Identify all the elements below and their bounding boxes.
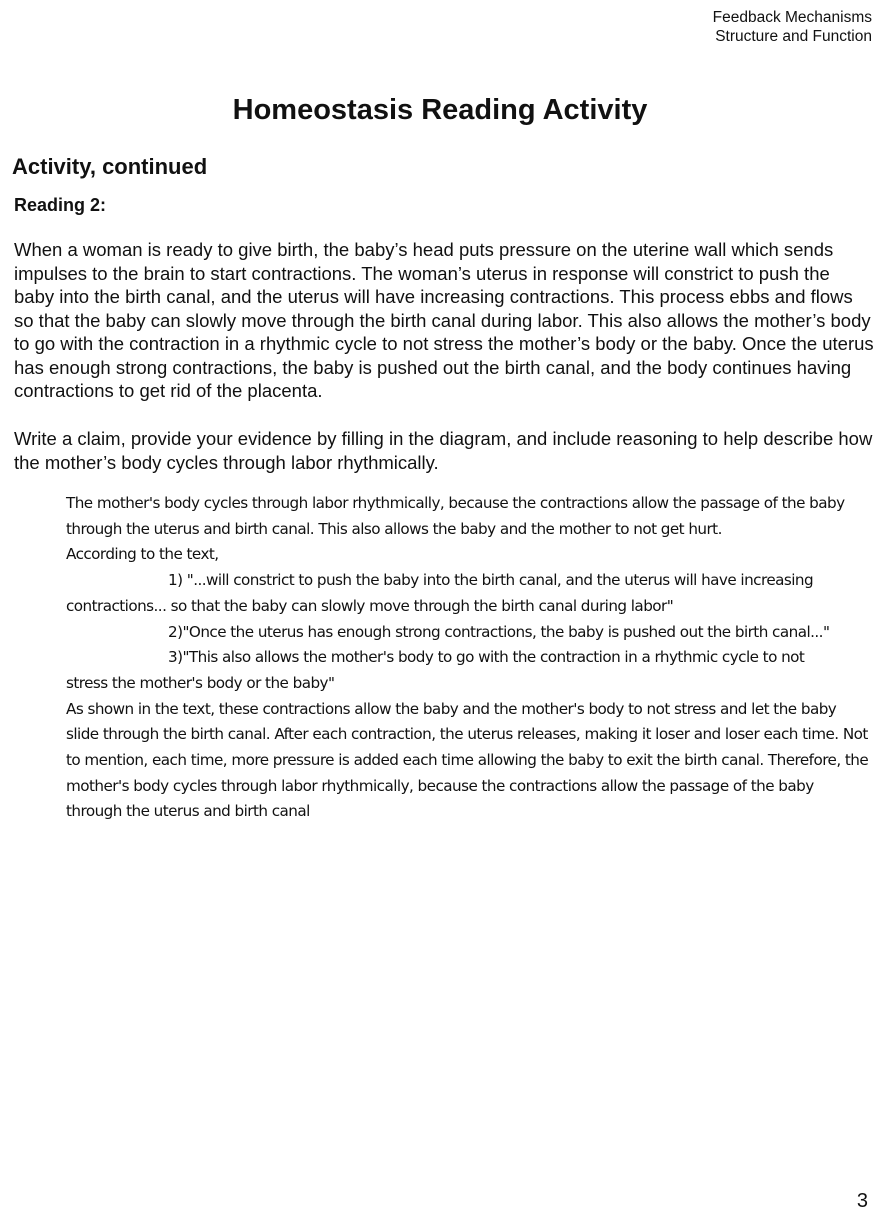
page-title: Homeostasis Reading Activity [232,94,648,126]
writing-prompt: Write a claim, provide your evidence by filling in the diagram, and include reasoning to help describe how the mother’s body cycles through labor rhythmically. [14,428,873,473]
evidence-3-line1: 3)"This also allows the mother's body to go with the contraction in a rhythmic cycle to not [168,648,805,667]
reading-label: Reading 2: [14,195,107,215]
claim-text: The mother's body cycles through labor rhythmically, because the contractions allow the passage of the baby through the uterus and birth canal. This also allows the baby and the mother to not get hurt. [66,494,845,538]
page-number: 3 [856,1190,868,1212]
header-unit: Structure and Function [715,28,872,45]
reasoning-text: As shown in the text, these contractions allow the baby and the mother's body to not stress and let the baby slide through the birth canal. After each contraction, the uterus releases, making it loser and loser each time. Not to mention, each time, more pressure is added each time allowing the baby to exit the birth canal. Therefore, the mother's body cycles through labor rhythmically, because the contractions allow the passage of the baby through the uterus and birth canal [66,699,869,821]
evidence-intro: According to the text, [66,545,219,564]
evidence-1-line2: contractions... so that the baby can slowly move through the birth canal during labor" [66,596,674,615]
evidence-1-line1: 1) "...will constrict to push the baby into the birth canal, and the uterus will have increasing [168,571,814,590]
student-response[interactable] [66,491,872,825]
header-corner [713,8,872,46]
section-heading: Activity, continued [12,154,208,179]
header-topic: Feedback Mechanisms [712,9,872,26]
reading-passage: When a woman is ready to give birth, the baby’s head puts pressure on the uterine wall which sends impulses to the brain to start contractions. The woman’s uterus in response will constrict to push the baby into the birth canal, and the uterus will have increasing contractions. This process ebbs and flows so that the baby can slowly move through the birth canal during labor. This also allows the mother’s body to go with the contraction in a rhythmic cycle to not stress the mother’s body or the baby. Once the uterus has enough strong contractions, the baby is pushed out the birth canal, and the body continues having contractions to get rid of the placenta. [14,239,874,401]
evidence-2: 2)"Once the uterus has enough strong contractions, the baby is pushed out the birth canal..." [168,622,830,641]
evidence-3-line2: stress the mother's body or the baby" [66,673,335,692]
